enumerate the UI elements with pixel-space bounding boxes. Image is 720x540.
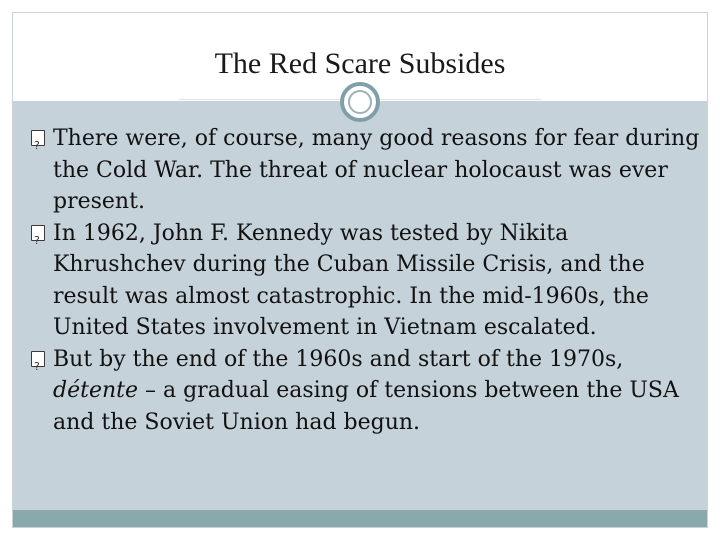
decorative-circle-inner	[348, 90, 372, 114]
bullet-text: There were, of course, many good reasons for fear during the Cold War. The threat of nuclear holocaust was ever present.	[53, 126, 700, 214]
bullet-emphasis: détente	[53, 378, 138, 403]
bullet-text: In 1962, John F. Kennedy was tested by Nikita Khrushchev during the Cuban Missile Crisis, and the result was almost catastrophic. In the mid-1960s, the United States involvement in Vietnam escalated.	[53, 220, 649, 340]
bullet-marker-icon	[31, 351, 45, 367]
slide-title: The Red Scare Subsides	[214, 47, 506, 80]
footer-bar	[13, 510, 707, 527]
bullet-text-prefix: But by the end of the 1960s and start of the 1970s,	[53, 346, 624, 372]
decorative-circle-icon	[340, 82, 380, 122]
bullet-marker-icon	[31, 225, 45, 241]
bullet-list	[31, 123, 701, 438]
bullet-marker-icon	[31, 130, 45, 146]
bullet-item	[31, 218, 701, 344]
bullet-item	[31, 123, 701, 218]
slide	[12, 12, 708, 528]
bullet-text-suffix: – a gradual easing of tensions between the USA and the Soviet Union had begun.	[53, 378, 679, 435]
bullet-item	[31, 344, 701, 439]
